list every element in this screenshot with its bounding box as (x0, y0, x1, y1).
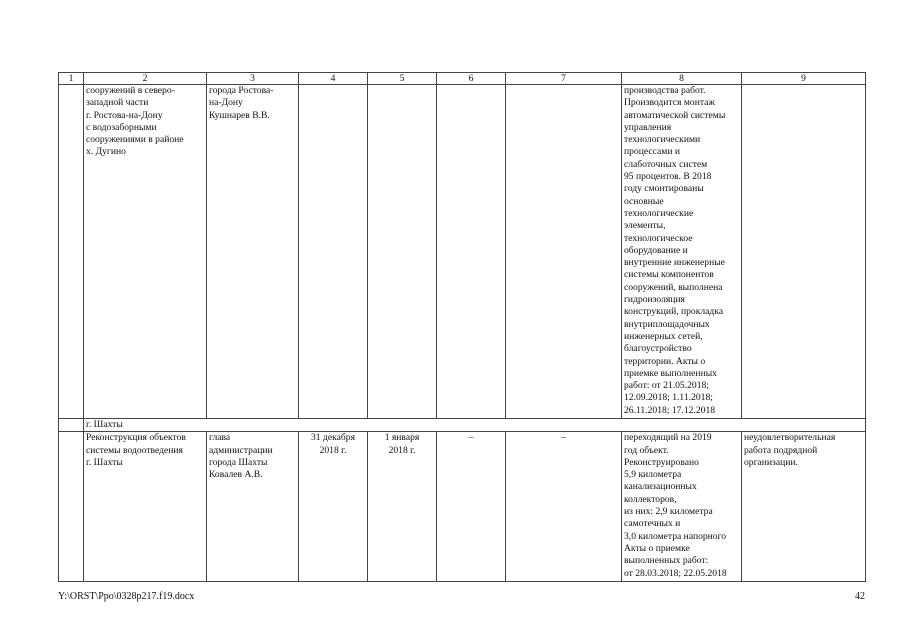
column-number: 7 (506, 73, 622, 85)
section-row (59, 419, 866, 432)
column-number: 2 (84, 73, 207, 85)
table-cell (368, 85, 437, 419)
table-cell (59, 432, 84, 582)
column-number: 3 (207, 73, 299, 85)
table-cell (506, 85, 622, 419)
column-number: 8 (622, 73, 742, 85)
column-number: 4 (299, 73, 368, 85)
file-path: Y:\ORST\Ppo\0328p217.f19.docx (58, 591, 195, 602)
table-cell (299, 85, 368, 419)
column-number: 1 (59, 73, 84, 85)
table-row (59, 85, 866, 419)
column-number-row (59, 73, 866, 85)
section-title: г. Шахты (84, 419, 866, 432)
dash-cell: – (506, 432, 622, 582)
responsible-cell: глава администрации города Шахты Ковалев А.В. (207, 432, 299, 582)
object-name-cell: сооружений в северо- западной части г. Ростова-на-Дону с водозаборными сооружениями в районе х. Дугино (84, 85, 207, 419)
table-row (59, 432, 866, 582)
column-number: 5 (368, 73, 437, 85)
deadline-cell: 31 декабря 2018 г. (299, 432, 368, 582)
table-cell (437, 85, 506, 419)
progress-description-cell: производства работ. Производится монтаж автоматической системы управления технологическими процессами и слаботочных систем 95 процентов. В 2018 году смонтированы основные технологические элементы, технологическое оборудование и внутренние инженерные системы компонентов сооружений, выполнена гидроизоляция конструкций, прокладка внутриплощадочных инженерных сетей, благоустройство территории. Акты о приемке выполненных работ: от 21.05.2018; 12.09.2018; 1.11.2018; 26.11.2018; 17.12.2018 (622, 85, 742, 419)
responsible-cell: города Ростова- на-Дону Кушнарев В.В. (207, 85, 299, 419)
column-number: 6 (437, 73, 506, 85)
report-table (58, 72, 866, 582)
start-date-cell: 1 января 2018 г. (368, 432, 437, 582)
table-cell (59, 419, 84, 432)
object-name-cell: Реконструкция объектов системы водоотведения г. Шахты (84, 432, 207, 582)
progress-description-cell: переходящий на 2019 год объект. Реконструировано 5,9 километра канализационных коллекторов, из них: 2,9 километра самотечных и 3,0 километра напорного Акты о приемке выполненных работ: от 28.03.2018; 22.05.2018 (622, 432, 742, 582)
table-cell (59, 85, 84, 419)
dash-cell: – (437, 432, 506, 582)
table-cell (742, 85, 866, 419)
page-number: 42 (855, 591, 865, 602)
reason-cell: неудовлетворительная работа подрядной организации. (742, 432, 866, 582)
column-number: 9 (742, 73, 866, 85)
